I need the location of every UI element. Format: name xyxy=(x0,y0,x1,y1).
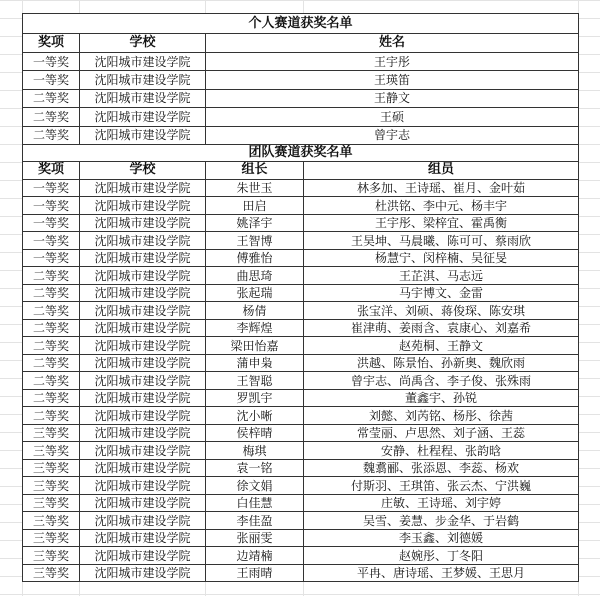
team-row xyxy=(23,407,579,425)
award-cell[interactable]: 二等奖 xyxy=(23,267,80,285)
members-cell[interactable]: 杜洪铭、李中元、杨丰宇 xyxy=(304,197,579,215)
award-cell[interactable]: 二等奖 xyxy=(23,372,80,390)
team-row xyxy=(23,232,579,250)
team-row xyxy=(23,319,579,337)
school-cell[interactable]: 沈阳城市建设学院 xyxy=(80,214,206,232)
team-row xyxy=(23,179,579,197)
school-cell[interactable]: 沈阳城市建设学院 xyxy=(80,232,206,250)
team-row xyxy=(23,477,579,495)
leader-cell[interactable]: 梅琪 xyxy=(206,442,304,460)
team-row xyxy=(23,424,579,442)
award-cell[interactable]: 二等奖 xyxy=(23,337,80,355)
leader-cell[interactable]: 边靖楠 xyxy=(206,547,304,565)
leader-cell[interactable]: 李佳盈 xyxy=(206,512,304,530)
name-cell[interactable]: 王瑛笛 xyxy=(206,71,579,89)
team-row xyxy=(23,214,579,232)
school-cell[interactable]: 沈阳城市建设学院 xyxy=(80,267,206,285)
award-cell[interactable]: 二等奖 xyxy=(23,302,80,320)
leader-cell[interactable]: 田启 xyxy=(206,197,304,215)
team-title[interactable]: 团队赛道获奖名单 xyxy=(23,144,579,161)
school-cell[interactable]: 沈阳城市建设学院 xyxy=(80,302,206,320)
award-cell[interactable]: 三等奖 xyxy=(23,477,80,495)
school-cell[interactable]: 沈阳城市建设学院 xyxy=(80,407,206,425)
school-cell[interactable]: 沈阳城市建设学院 xyxy=(80,249,206,267)
leader-cell[interactable]: 张起瑞 xyxy=(206,284,304,302)
members-cell[interactable]: 曾宇志、尚禹含、李子俊、张殊雨 xyxy=(304,372,579,390)
school-cell[interactable]: 沈阳城市建设学院 xyxy=(80,459,206,477)
name-cell[interactable]: 王静文 xyxy=(206,89,579,107)
team-row xyxy=(23,249,579,267)
individual-row xyxy=(23,89,579,107)
leader-cell[interactable]: 王智聪 xyxy=(206,372,304,390)
award-cell[interactable]: 三等奖 xyxy=(23,494,80,512)
team-row xyxy=(23,459,579,477)
team-row xyxy=(23,529,579,547)
award-sheet xyxy=(22,13,579,582)
members-cell[interactable]: 崔津萌、姜雨含、袁康心、刘嘉希 xyxy=(304,319,579,337)
individual-title[interactable]: 个人赛道获奖名单 xyxy=(23,14,579,34)
school-cell[interactable]: 沈阳城市建设学院 xyxy=(80,89,206,107)
members-cell[interactable]: 赵苑桐、王静文 xyxy=(304,337,579,355)
award-cell[interactable]: 二等奖 xyxy=(23,354,80,372)
header-leader[interactable]: 组长 xyxy=(206,161,304,179)
school-cell[interactable]: 沈阳城市建设学院 xyxy=(80,477,206,495)
individual-row xyxy=(23,126,579,144)
members-cell[interactable]: 王芷淇、马志远 xyxy=(304,267,579,285)
leader-cell[interactable]: 张丽雯 xyxy=(206,529,304,547)
school-cell[interactable]: 沈阳城市建设学院 xyxy=(80,354,206,372)
members-cell[interactable]: 董鑫宇、孙锐 xyxy=(304,389,579,407)
award-cell[interactable]: 三等奖 xyxy=(23,529,80,547)
school-cell[interactable]: 沈阳城市建设学院 xyxy=(80,126,206,144)
award-cell[interactable]: 一等奖 xyxy=(23,197,80,215)
school-cell[interactable]: 沈阳城市建设学院 xyxy=(80,389,206,407)
school-cell[interactable]: 沈阳城市建设学院 xyxy=(80,424,206,442)
members-cell[interactable]: 马宇博文、金雷 xyxy=(304,284,579,302)
team-row xyxy=(23,494,579,512)
leader-cell[interactable]: 梁田怡嘉 xyxy=(206,337,304,355)
members-cell[interactable]: 吴雪、姜慧、步金华、于岩鹤 xyxy=(304,512,579,530)
award-cell[interactable]: 三等奖 xyxy=(23,424,80,442)
leader-cell[interactable]: 侯梓晴 xyxy=(206,424,304,442)
members-cell[interactable]: 常莹丽、卢思然、刘子涵、王蕊 xyxy=(304,424,579,442)
members-cell[interactable]: 安静、杜程程、张韵晗 xyxy=(304,442,579,460)
award-cell[interactable]: 一等奖 xyxy=(23,232,80,250)
school-cell[interactable]: 沈阳城市建设学院 xyxy=(80,108,206,126)
school-cell[interactable]: 沈阳城市建设学院 xyxy=(80,337,206,355)
award-cell[interactable]: 一等奖 xyxy=(23,249,80,267)
team-row xyxy=(23,512,579,530)
header-members[interactable]: 组员 xyxy=(304,161,579,179)
members-cell[interactable]: 杨慧宁、闵梓楠、吴征旻 xyxy=(304,249,579,267)
award-cell[interactable]: 三等奖 xyxy=(23,564,80,582)
school-cell[interactable]: 沈阳城市建设学院 xyxy=(80,53,206,71)
award-cell[interactable]: 三等奖 xyxy=(23,442,80,460)
leader-cell[interactable]: 蒲申枭 xyxy=(206,354,304,372)
members-cell[interactable]: 付斯羽、王琪笛、张云杰、宁洪巍 xyxy=(304,477,579,495)
leader-cell[interactable]: 罗凯宇 xyxy=(206,389,304,407)
award-cell[interactable]: 一等奖 xyxy=(23,71,80,89)
award-cell[interactable]: 二等奖 xyxy=(23,89,80,107)
leader-cell[interactable]: 杨倩 xyxy=(206,302,304,320)
individual-row xyxy=(23,108,579,126)
award-cell[interactable]: 三等奖 xyxy=(23,512,80,530)
members-cell[interactable]: 刘懿、刘芮铭、杨彤、徐茜 xyxy=(304,407,579,425)
team-row xyxy=(23,372,579,390)
members-cell[interactable]: 平冉、唐诗瑶、王梦媛、王思月 xyxy=(304,564,579,582)
award-cell[interactable]: 三等奖 xyxy=(23,547,80,565)
school-cell[interactable]: 沈阳城市建设学院 xyxy=(80,372,206,390)
members-cell[interactable]: 李玉鑫、刘德媛 xyxy=(304,529,579,547)
leader-cell[interactable]: 袁一铭 xyxy=(206,459,304,477)
leader-cell[interactable]: 曲思琦 xyxy=(206,267,304,285)
leader-cell[interactable]: 白佳慧 xyxy=(206,494,304,512)
header-award[interactable]: 奖项 xyxy=(23,161,80,179)
members-cell[interactable]: 赵婉彤、丁冬阳 xyxy=(304,547,579,565)
award-cell[interactable]: 三等奖 xyxy=(23,459,80,477)
team-row xyxy=(23,389,579,407)
members-cell[interactable]: 王昊坤、马晨曦、陈可可、蔡雨欣 xyxy=(304,232,579,250)
individual-row xyxy=(23,53,579,71)
leader-cell[interactable]: 傅雅怡 xyxy=(206,249,304,267)
school-cell[interactable]: 沈阳城市建设学院 xyxy=(80,564,206,582)
header-school[interactable]: 学校 xyxy=(80,161,206,179)
team-row xyxy=(23,354,579,372)
team-row xyxy=(23,442,579,460)
members-cell[interactable]: 魏翥郦、张添恩、李蕊、杨欢 xyxy=(304,459,579,477)
leader-cell[interactable]: 沈小晰 xyxy=(206,407,304,425)
team-row xyxy=(23,564,579,582)
header-name[interactable]: 姓名 xyxy=(206,34,579,53)
leader-cell[interactable]: 李辉煌 xyxy=(206,319,304,337)
team-row xyxy=(23,267,579,285)
members-cell[interactable]: 洪越、陈景怡、孙新奥、魏欣雨 xyxy=(304,354,579,372)
school-cell[interactable]: 沈阳城市建设学院 xyxy=(80,442,206,460)
name-cell[interactable]: 王宇彤 xyxy=(206,53,579,71)
school-cell[interactable]: 沈阳城市建设学院 xyxy=(80,284,206,302)
school-cell[interactable]: 沈阳城市建设学院 xyxy=(80,512,206,530)
leader-cell[interactable]: 王智博 xyxy=(206,232,304,250)
members-cell[interactable]: 庄敏、王诗瑶、刘宇婷 xyxy=(304,494,579,512)
members-cell[interactable]: 王宇彤、梁梓宜、霍禹衡 xyxy=(304,214,579,232)
school-cell[interactable]: 沈阳城市建设学院 xyxy=(80,71,206,89)
name-cell[interactable]: 曾宇志 xyxy=(206,126,579,144)
award-cell[interactable]: 一等奖 xyxy=(23,179,80,197)
leader-cell[interactable]: 王雨晴 xyxy=(206,564,304,582)
leader-cell[interactable]: 朱世玉 xyxy=(206,179,304,197)
members-cell[interactable]: 张宝洋、刘硕、蒋俊琛、陈安琪 xyxy=(304,302,579,320)
school-cell[interactable]: 沈阳城市建设学院 xyxy=(80,179,206,197)
award-cell[interactable]: 二等奖 xyxy=(23,319,80,337)
members-cell[interactable]: 林多加、王诗瑶、崔月、金叶茹 xyxy=(304,179,579,197)
school-cell[interactable]: 沈阳城市建设学院 xyxy=(80,494,206,512)
leader-cell[interactable]: 徐文娟 xyxy=(206,477,304,495)
name-cell[interactable]: 王硕 xyxy=(206,108,579,126)
header-award[interactable]: 奖项 xyxy=(23,34,80,53)
award-cell[interactable]: 一等奖 xyxy=(23,53,80,71)
award-cell[interactable]: 二等奖 xyxy=(23,108,80,126)
team-row xyxy=(23,284,579,302)
header-school[interactable]: 学校 xyxy=(80,34,206,53)
award-cell[interactable]: 二等奖 xyxy=(23,284,80,302)
school-cell[interactable]: 沈阳城市建设学院 xyxy=(80,529,206,547)
team-row xyxy=(23,197,579,215)
award-cell[interactable]: 二等奖 xyxy=(23,389,80,407)
school-cell[interactable]: 沈阳城市建设学院 xyxy=(80,319,206,337)
award-cell[interactable]: 二等奖 xyxy=(23,126,80,144)
team-row xyxy=(23,547,579,565)
award-cell[interactable]: 二等奖 xyxy=(23,407,80,425)
team-row xyxy=(23,302,579,320)
award-cell[interactable]: 一等奖 xyxy=(23,214,80,232)
team-row xyxy=(23,337,579,355)
individual-row xyxy=(23,71,579,89)
leader-cell[interactable]: 姚泽宇 xyxy=(206,214,304,232)
school-cell[interactable]: 沈阳城市建设学院 xyxy=(80,547,206,565)
school-cell[interactable]: 沈阳城市建设学院 xyxy=(80,197,206,215)
